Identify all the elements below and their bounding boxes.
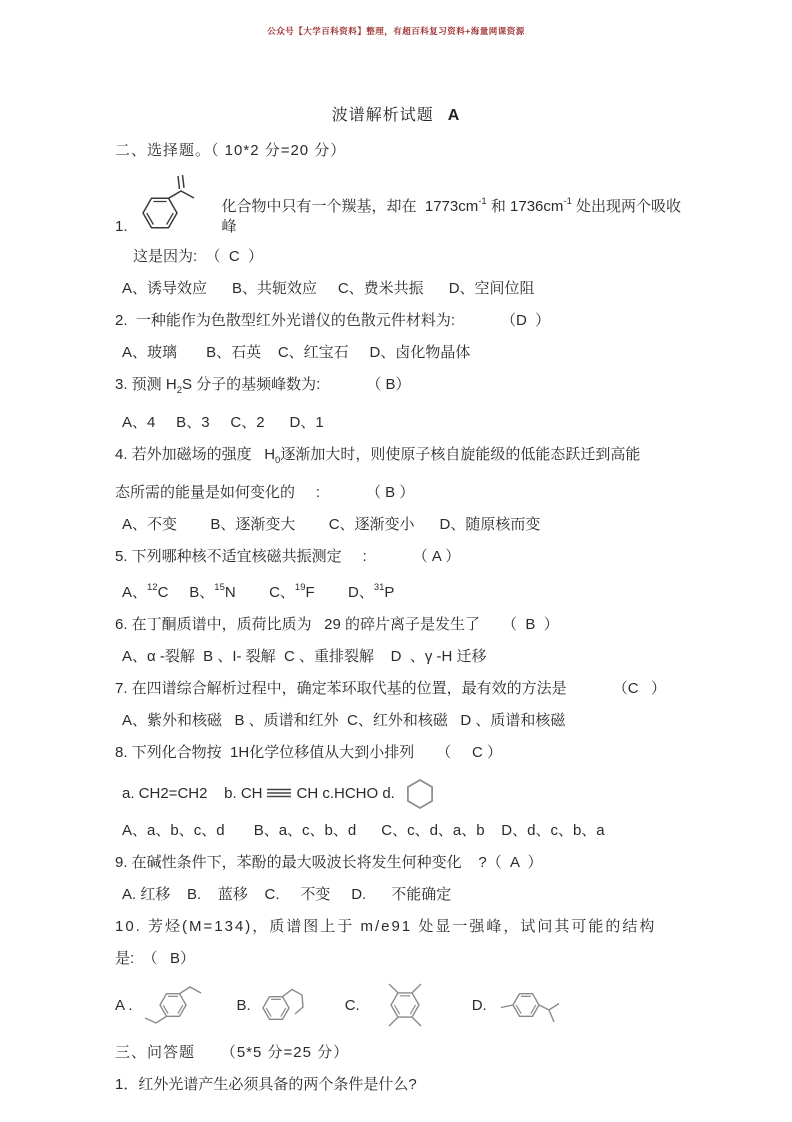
question-4-text-3: 态所需的能量是如何变化的 : — [115, 484, 321, 501]
question-5-text: 5. 下列哪种核不适宜核磁共振测定 : — [115, 548, 367, 565]
q1-wavenumber-1-exp: -1 — [478, 196, 487, 207]
q1-wavenumber-2-exp: -1 — [563, 196, 572, 207]
question-8 — [115, 743, 687, 763]
q8-compound-c-and-d-label: c.HCHO d. — [318, 784, 400, 802]
section2-heading: 二、选择题。（ 10*2 分=20 分） — [115, 142, 347, 159]
question-8-text: 8. 下列化合物按 1H化学位移值从大到小排列 — [115, 744, 415, 761]
question-3-text: 3. 预测 — [115, 376, 166, 393]
title-suffix: A — [447, 107, 461, 124]
page-title — [0, 0, 792, 125]
q1-wavenumber-1: 1773cm — [424, 198, 479, 215]
question-4-line2 — [115, 483, 687, 503]
question-1-options: A、诱导效应 B、共轭效应 C、费米共振 D、空间位阻 — [122, 280, 535, 297]
question-6-options: A、α -裂解 B 、I- 裂解 C 、重排裂解 D 、γ -H 迁移 — [122, 648, 487, 665]
question-4-answer: （ B ） — [366, 484, 415, 501]
spacer — [236, 584, 269, 601]
n-butylbenzene-structure-icon — [259, 982, 315, 1028]
alpha-methylstyrene-structure-icon — [134, 173, 212, 237]
question-7-options: A、紫外和核磁 B 、质谱和红外 C、红外和核磁 D 、质谱和核磁 — [122, 712, 566, 729]
q1-wavenumber-2: 1736cm — [510, 198, 564, 215]
question-6-answer: （ B ） — [502, 616, 559, 633]
q1-text-part2: 和 — [486, 198, 511, 215]
q5-option-d: D、$^{31}$P — [348, 582, 395, 601]
question-3-options: A、4 B、3 C、2 D、1 — [122, 414, 324, 431]
q10-option-c-label: C. — [344, 996, 360, 1014]
section3-question-1: 1．红外光谱产生必须具备的两个条件是什么? — [115, 1076, 417, 1093]
spacer — [168, 584, 189, 601]
question-2-options: A、玻璃 B、石英 C、红宝石 D、卤化物晶体 — [122, 344, 471, 361]
benzene-ring-icon — [402, 775, 438, 811]
question-9: 9. 在碱性条件下，苯酚的最大吸波长将发生何种变化 ?（ A ） — [115, 854, 543, 871]
q4-field-sub: 0 — [275, 455, 281, 466]
q5-option-a: A、$^{12}$C — [122, 582, 169, 601]
q5-option-b: B、$^{15}$N — [189, 582, 236, 601]
question-1 — [115, 173, 687, 237]
question-2-answer: （D ） — [501, 312, 551, 329]
question-10-line1: 10. 芳烃(M=134)，质谱图上于 m/e91 处显一强峰，试问其可能的结构 — [115, 918, 657, 935]
q3-formula-h: H — [165, 376, 177, 393]
question-9-options: A. 红移 B. 蓝移 C. 不变 D. 不能确定 — [122, 886, 452, 903]
question-8-compounds — [122, 775, 687, 811]
q3-formula-sub: 2 — [176, 385, 182, 396]
question-5 — [115, 547, 687, 567]
question-6 — [115, 615, 687, 635]
question-6-text: 6. 在丁酮质谱中，质荷比质为 29 的碎片离子是发生了 — [115, 616, 481, 633]
question-7-text: 7. 在四谱综合解析过程中，确定苯环取代基的位置，最有效的方法是 — [115, 680, 567, 697]
q8-acetylene-ch-left: CH — [240, 784, 263, 802]
question-5-answer: （ A ） — [412, 548, 461, 565]
question-1-number: 1. — [115, 218, 128, 235]
question-5-options — [122, 579, 687, 603]
question-4-options: A、不变 B、逐渐变大 C、逐渐变小 D、随原核而变 — [122, 516, 541, 533]
q3-formula-s: S — [182, 376, 193, 393]
q8-compound-a-and-b-label: a. CH2=CH2 b. — [122, 784, 241, 802]
q8-acetylene-ch-right: CH — [296, 784, 319, 802]
question-4-text-2: 逐渐加大时，则使原子核自旋能级的低能态跃迁到高能 — [280, 446, 641, 463]
q1-text-part3: 处出现两个吸收峰 — [221, 198, 682, 235]
question-7 — [115, 679, 687, 699]
question-8-options: A、a、b、c、d B、a、c、b、d C、c、d、a、b D、d、c、b、a — [122, 822, 605, 839]
question-4-line1 — [115, 445, 687, 471]
question-3-answer: （ B） — [366, 376, 411, 393]
question-10-structures — [115, 981, 687, 1029]
question-10-line2: 是: （ B） — [115, 950, 196, 967]
q4-field-symbol: H — [264, 446, 276, 463]
spacer — [315, 584, 348, 601]
section3-heading: 三、问答题 （5*5 分=25 分） — [115, 1044, 350, 1061]
triple-bond-icon — [265, 787, 293, 799]
q5-option-c: C、$^{19}$F — [269, 582, 315, 601]
q10-option-b-label: B. — [236, 996, 251, 1014]
question-3 — [115, 375, 687, 401]
title-main: 波谱解析试题 — [331, 107, 434, 124]
question-2 — [115, 311, 687, 331]
question-7-answer: （C ） — [612, 680, 667, 697]
para-diethylbenzene-structure-icon — [141, 981, 207, 1029]
tetramethylbenzene-structure-icon — [368, 981, 442, 1029]
q10-option-d-label: D. — [471, 996, 487, 1014]
question-4-text: 4. 若外加磁场的强度 — [115, 446, 265, 463]
question-1-answer-line: 这是因为: （ C ） — [133, 248, 264, 265]
watermark-text: 公众号【大学百科资料】整理，有超百科复习资料+海量网课资源 — [267, 26, 525, 36]
para-cymene-structure-icon — [495, 982, 565, 1028]
question-3-text-2: 分子的基频峰数为: — [192, 376, 321, 393]
document-body — [115, 141, 687, 1095]
question-1-text — [222, 193, 687, 237]
question-2-text: 2. 一种能作为色散型红外光谱仪的色散元件材料为: — [115, 312, 456, 329]
question-8-answer: （ C ） — [436, 744, 503, 761]
q10-option-a-label: A . — [115, 996, 133, 1014]
q1-text-part1: 化合物中只有一个羰基，却在 — [221, 198, 425, 215]
